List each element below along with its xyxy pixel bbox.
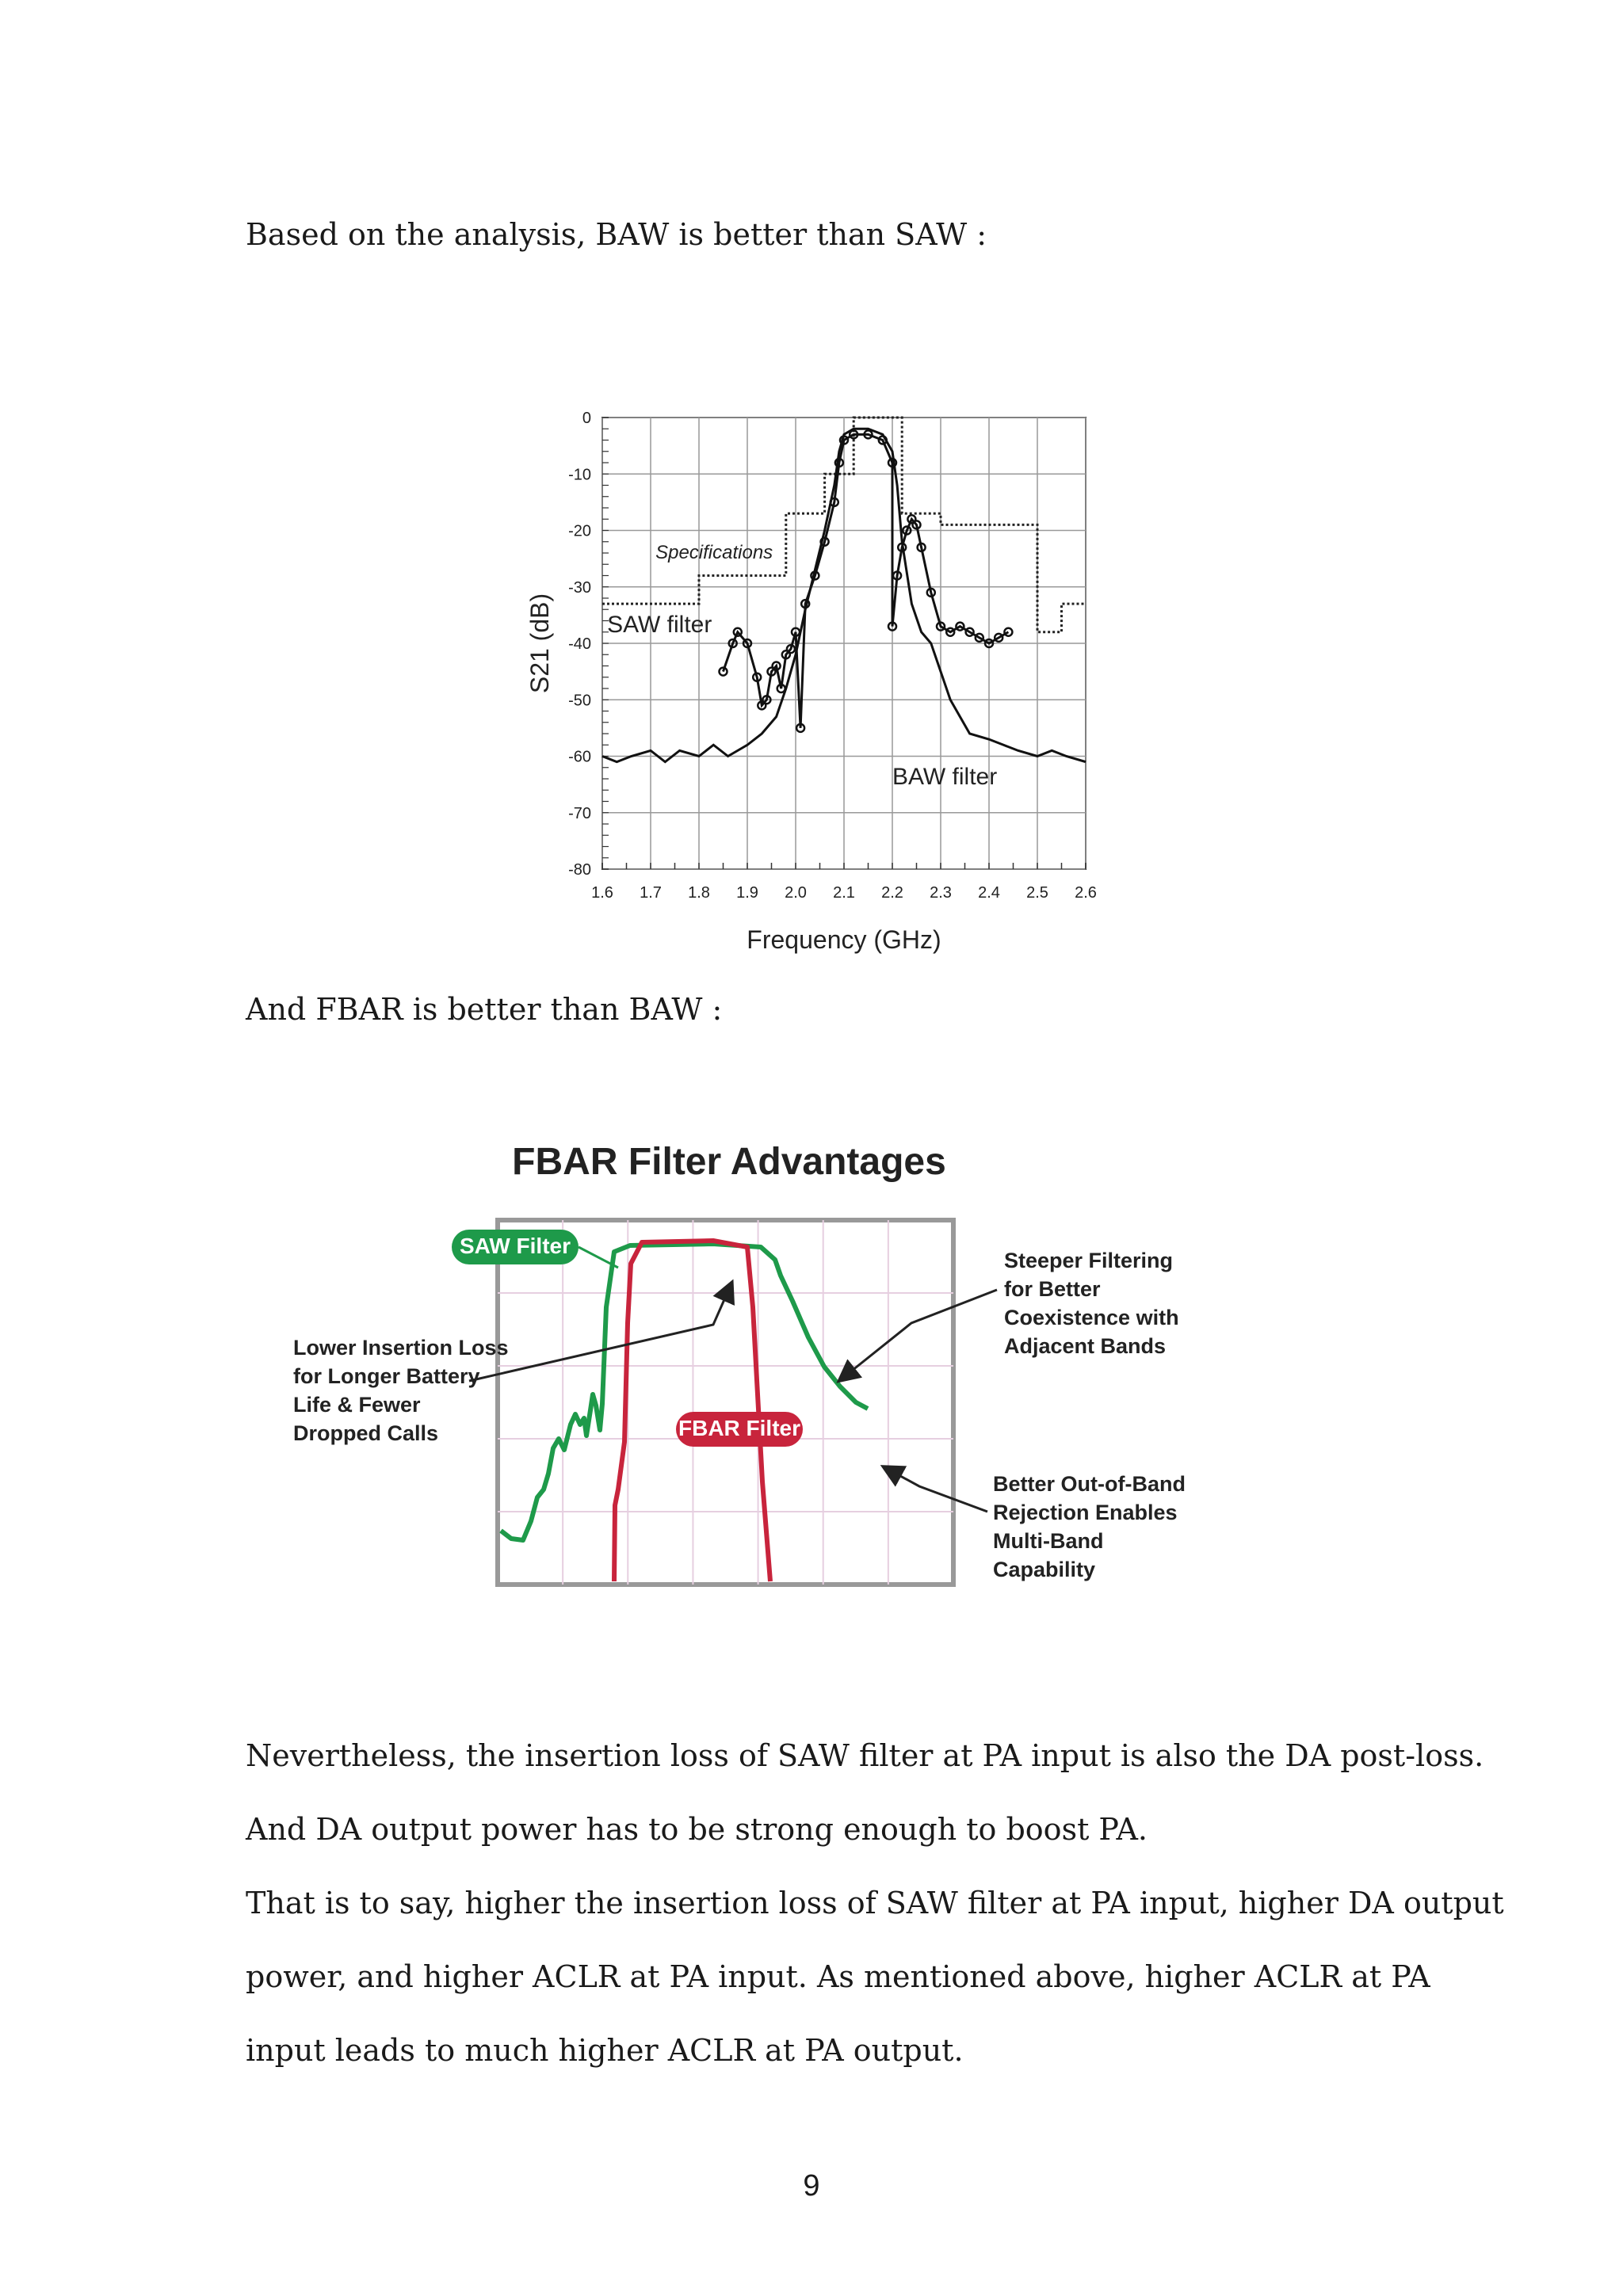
paragraph-fbar-vs-baw: And FBAR is better than BAW : <box>246 992 723 1027</box>
y-axis-title: S21 (dB) <box>525 593 554 694</box>
s21-frequency-chart <box>507 400 1141 971</box>
y-tick-label: -50 <box>568 692 591 710</box>
better-rejection-callout-line: Rejection Enables <box>993 1501 1178 1524</box>
x-tick-label: 2.6 <box>1075 884 1097 902</box>
steeper-filtering-callout-line: Steeper Filtering <box>1004 1249 1174 1272</box>
saw-filter-label: SAW Filter <box>459 1234 571 1258</box>
lower-insertion-loss-callout-line: for Longer Battery <box>293 1364 480 1388</box>
steeper-filtering-callout-line: Adjacent Bands <box>1004 1334 1167 1358</box>
x-tick-label: 2.4 <box>978 884 1000 902</box>
better-rejection-callout-line: Multi-Band <box>993 1529 1104 1553</box>
body-line-1: Nevertheless, the insertion loss of SAW filter at PA input is also the DA post-loss. <box>246 1738 1484 1773</box>
x-tick-label: 1.7 <box>640 884 662 902</box>
body-line-4: power, and higher ACLR at PA input. As mentioned above, higher ACLR at PA <box>246 1959 1430 1994</box>
x-tick-label: 2.3 <box>930 884 952 902</box>
better-rejection-callout-line: Capability <box>993 1558 1096 1581</box>
figure-title: FBAR Filter Advantages <box>512 1141 946 1183</box>
x-axis-title: Frequency (GHz) <box>747 925 941 954</box>
x-tick-label: 2.0 <box>785 884 807 902</box>
lower-insertion-loss-callout-line: Lower Insertion Loss <box>293 1336 509 1360</box>
steeper-filtering-callout-line: for Better <box>1004 1277 1101 1301</box>
body-line-3: That is to say, higher the insertion loss of SAW filter at PA input, higher DA output <box>246 1886 1504 1920</box>
baw-filter-annotation: BAW filter <box>892 764 998 791</box>
x-tick-label: 2.1 <box>833 884 855 902</box>
y-tick-label: -10 <box>568 466 591 484</box>
plot-frame <box>498 1220 953 1585</box>
y-tick-label: -30 <box>568 578 591 597</box>
paragraph-baw-vs-saw: Based on the analysis, BAW is better than SAW : <box>246 217 987 252</box>
x-tick-label: 2.5 <box>1026 884 1048 902</box>
lower-insertion-loss-callout-line: Dropped Calls <box>293 1421 439 1445</box>
fbar-filter-label: FBAR Filter <box>678 1416 800 1440</box>
specifications-annotation: Specifications <box>655 542 773 564</box>
x-tick-label: 1.9 <box>736 884 758 902</box>
y-tick-label: -80 <box>568 861 591 879</box>
y-tick-label: -20 <box>568 522 591 540</box>
saw-filter-annotation: SAW filter <box>607 611 712 638</box>
y-tick-label: -70 <box>568 804 591 822</box>
x-tick-label: 1.6 <box>591 884 613 902</box>
x-tick-label: 1.8 <box>688 884 710 902</box>
fbar-advantages-figure <box>285 1125 1189 1616</box>
better-rejection-callout-line: Better Out-of-Band <box>993 1472 1186 1496</box>
body-line-2: And DA output power has to be strong enough to boost PA. <box>246 1812 1148 1847</box>
y-tick-label: 0 <box>582 410 591 427</box>
lower-insertion-loss-callout-line: Life & Fewer <box>293 1393 421 1417</box>
x-tick-label: 2.2 <box>881 884 903 902</box>
y-tick-label: -40 <box>568 635 591 653</box>
page-number: 9 <box>803 2169 820 2203</box>
body-line-5: input leads to much higher ACLR at PA output. <box>246 2033 964 2068</box>
steeper-filtering-callout-line: Coexistence with <box>1004 1306 1179 1329</box>
y-tick-label: -60 <box>568 748 591 766</box>
